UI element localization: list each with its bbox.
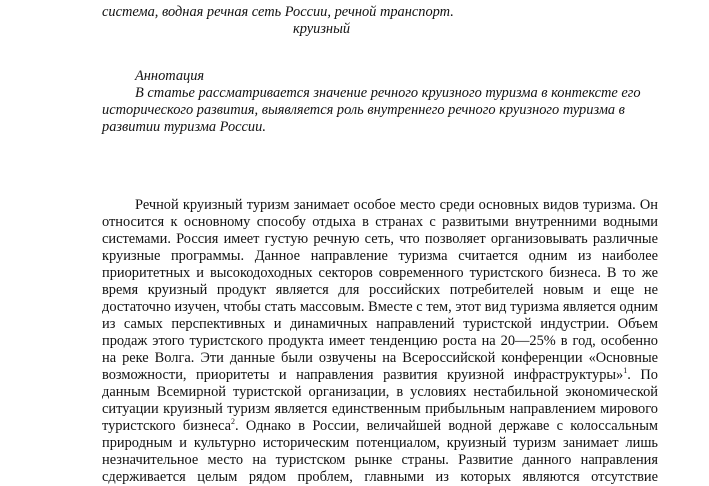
body-line: ситуации круизный туризм является единственным прибыльным направлением мирового <box>102 401 658 417</box>
body-line: из самых перспективных и динамичных направлений туристской индустрии. Объем <box>102 316 658 332</box>
keywords-line-1: система, водная речная сеть России, речной транспорт. <box>102 4 454 20</box>
body-line-with-footnote <box>102 418 658 435</box>
body-line: незначительное место на туристском рынке страны. Развитие данного направления <box>102 452 658 468</box>
body-line: Речной круизный туризм занимает особое место среди основных видов туризма. Он <box>135 197 658 213</box>
body-line: круизные программы. Данное направление туризма считается одним из наиболее <box>102 248 658 264</box>
footnote-ref-2[interactable]: 2 <box>231 417 236 426</box>
body-line: данным Всемирной туристской организации, в условиях нестабильной экономической <box>102 384 658 400</box>
body-line-with-footnote <box>102 367 658 384</box>
body-line: на реке Волга. Эти данные были озвучены на Всероссийской конференции «Основные <box>102 350 658 366</box>
body-line: достаточно изучен, чтобы стать массовым. Вместе с тем, этот вид туризма является одним <box>102 299 658 315</box>
footnote-ref-1[interactable]: 1 <box>623 366 628 375</box>
keywords-line-2: круизный <box>293 21 351 37</box>
body-line: относится к основному способу отдыха в странах с развитыми внутренними водными <box>102 214 658 230</box>
body-line-text: возможности, приоритеты и направления развития круизной инфраструктуры» <box>102 367 624 383</box>
annotation-heading: Аннотация <box>135 68 205 84</box>
body-line: приоритетных и высокодоходных секторов современного туристского бизнеса. В то же <box>102 265 658 281</box>
body-line-tail: . Однако в России, величайшей водной державе с колоссальным <box>235 418 658 434</box>
body-line: сдерживается целым рядом проблем, главными из которых являются отсутствие <box>102 469 658 485</box>
annotation-line: В статье рассматривается значение речного круизного туризма в контексте его <box>135 85 641 101</box>
body-line-text: туристского бизнеса <box>102 418 232 434</box>
annotation-line: развитии туризма России. <box>102 119 266 135</box>
body-line: системами. Россия имеет густую речную сеть, что позволяет организовывать различные <box>102 231 658 247</box>
body-line: природным и культурно историческим потенциалом, круизный туризм занимает лишь <box>102 435 658 451</box>
body-line: продаж этого туристского продукта имеет тенденцию роста на 20—25% в год, особенно <box>102 333 658 349</box>
body-line: время круизный продукт является для российских потребителей новым и еще не <box>102 282 658 298</box>
annotation-line: исторического развития, выявляется роль внутреннего речного круизного туризма в <box>102 102 625 118</box>
body-line-tail: . По <box>627 367 658 383</box>
